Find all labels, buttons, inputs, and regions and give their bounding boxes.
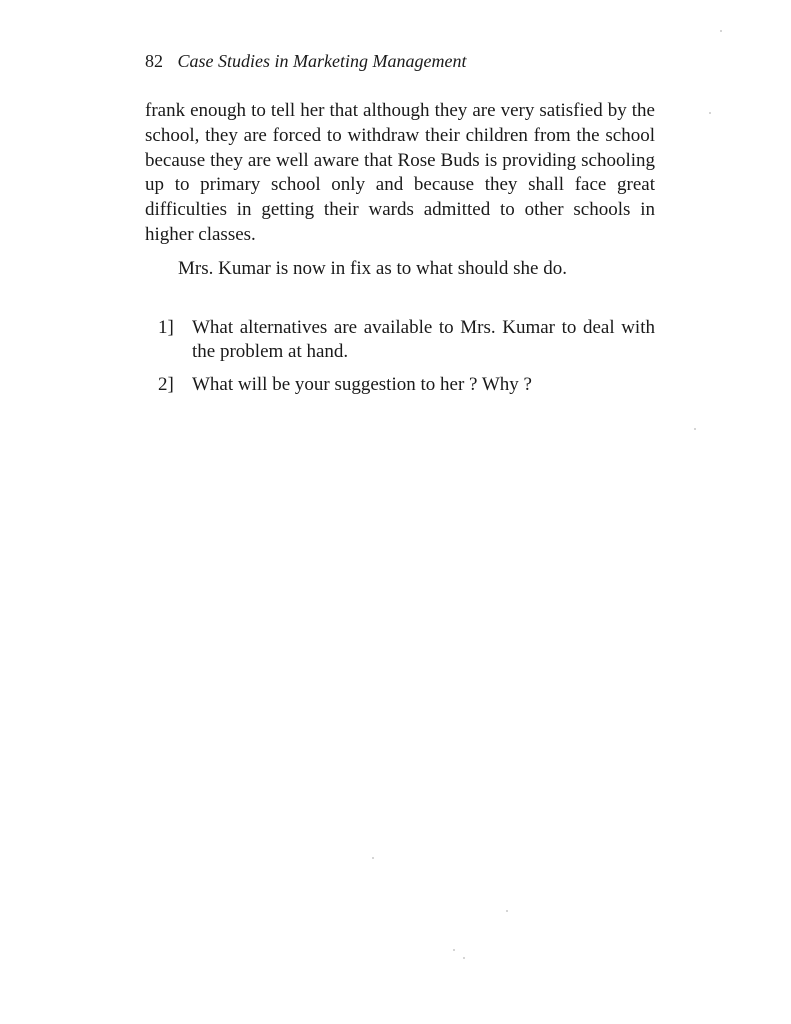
running-header [145,50,466,72]
question-text: What alternatives are available to Mrs. Kumar to deal with the problem at hand. [192,316,655,363]
question-number: 1] [158,316,174,338]
scan-speck [453,949,455,951]
question-list [145,316,655,398]
page-number: 82 [145,51,163,71]
main-text [145,99,655,406]
scan-speck [694,428,696,430]
continuation-paragraph: frank enough to tell her that although they are very satisfied by the school, they are forced to withdraw their children from the school because they are well aware that Rose Buds is providing schooling up to primary school only and because they shall face great difficulties in getting their wards admitted to other schools in higher classes. [145,100,655,245]
scan-speck [463,957,465,959]
question-number: 2] [158,374,174,396]
running-title: Case Studies in Marketing Management [177,51,467,71]
scan-speck [709,112,711,114]
question-text: What will be your suggestion to her ? Why ? [192,374,532,396]
closing-paragraph: Mrs. Kumar is now in fix as to what should she do. [178,257,567,279]
scan-speck [506,910,508,912]
question-item [145,316,655,366]
scan-speck [372,857,374,859]
scan-speck [720,30,722,32]
question-item [145,373,655,398]
